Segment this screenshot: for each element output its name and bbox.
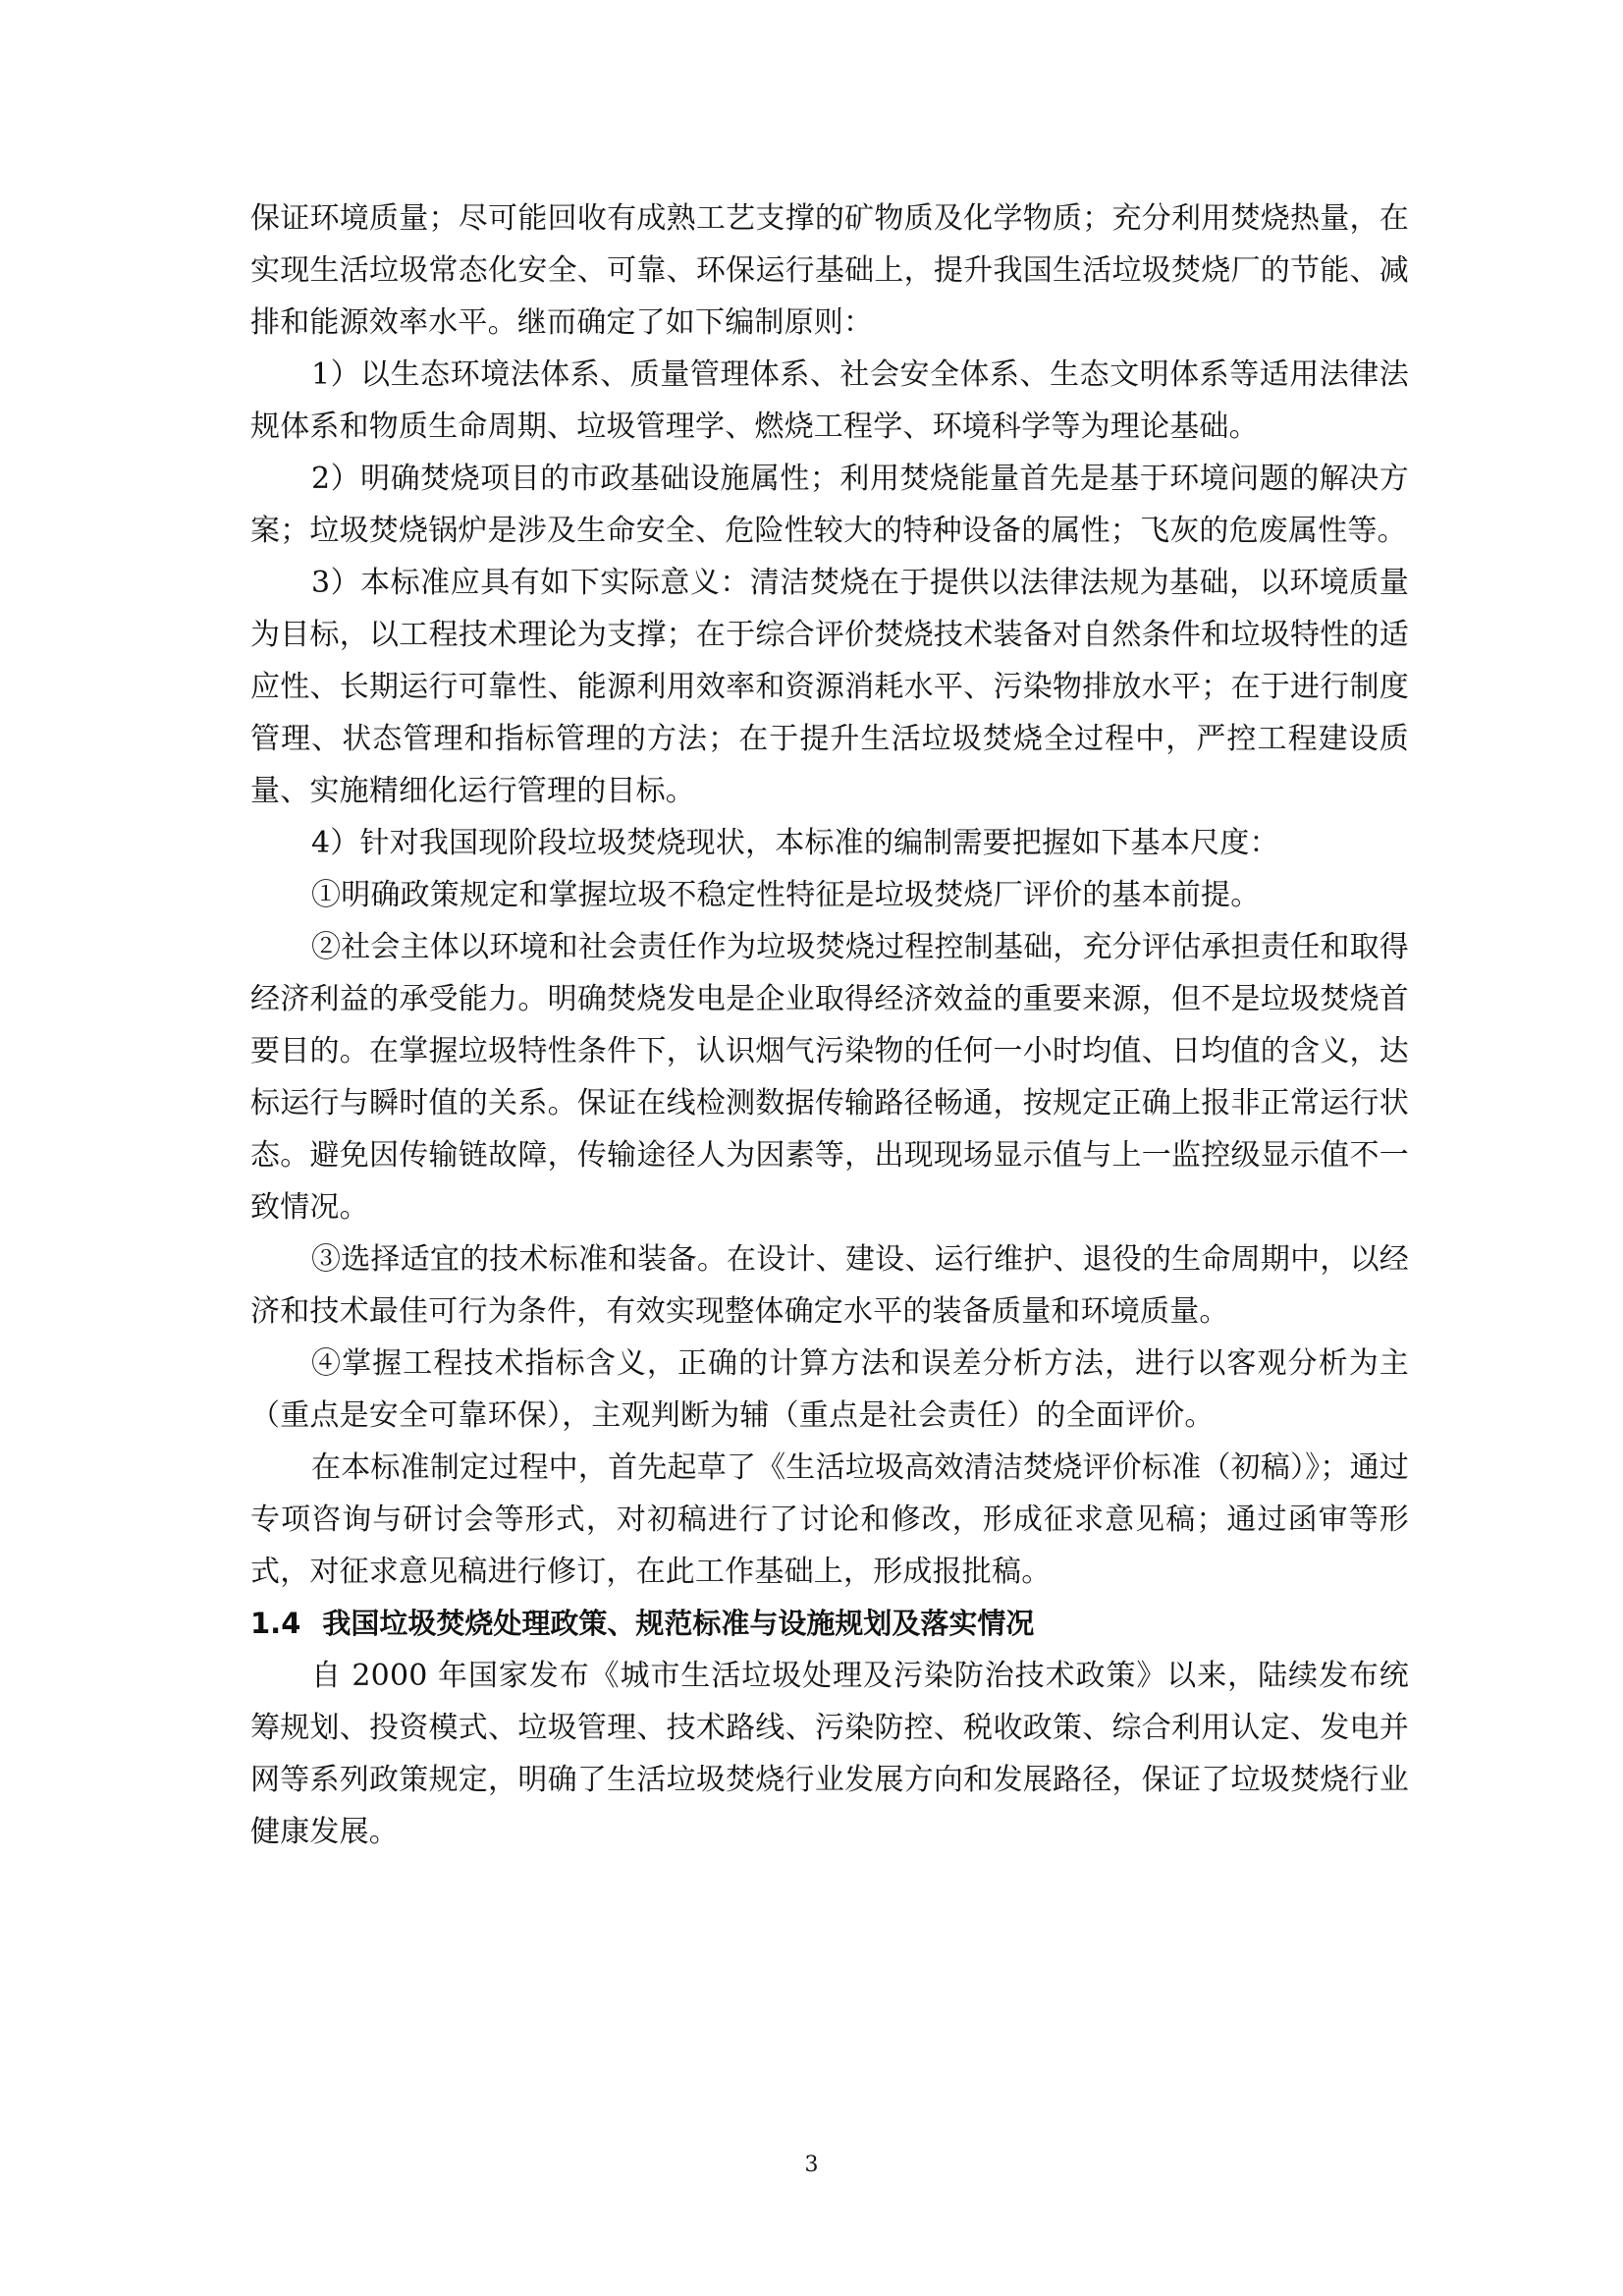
section-heading: [250, 1598, 1409, 1650]
paragraph-principle-2: 2）明确焚烧项目的市政基础设施属性；利用焚烧能量首先是基于环境问题的解决方案；垃圾焚烧锅炉是涉及生命安全、危险性较大的特种设备的属性；飞灰的危废属性等。: [250, 462, 1409, 548]
paragraph-principle-3: 3）本标准应具有如下实际意义：清洁焚烧在于提供以法律法规为基础，以环境质量为目标，以工程技术理论为支撑；在于综合评价焚烧技术装备对自然条件和垃圾特性的适应性、长期运行可靠性、能源利用效率和资源消耗水平、污染物排放水平；在于进行制度管理、状态管理和指标管理的方法；在于提升生活垃圾焚烧全过程中，严控工程建设质量、实施精细化运行管理的目标。: [250, 566, 1409, 808]
page-number: 3: [804, 2153, 819, 2177]
paragraph-scale-1: ①明确政策规定和掌握垃圾不稳定性特征是垃圾焚烧厂评价的基本前提。: [311, 878, 1261, 912]
paragraph-principle-1: 1）以生态环境法体系、质量管理体系、社会安全体系、生态文明体系等适用法律法规体系和物质生命周期、垃圾管理学、燃烧工程学、环境科学等为理论基础。: [250, 357, 1409, 444]
paragraph-scale-3: ③选择适宜的技术标准和装备。在设计、建设、运行维护、退役的生命周期中，以经济和技术最佳可行为条件，有效实现整体确定水平的装备质量和环境质量。: [250, 1242, 1409, 1329]
section-title: 我国垃圾焚烧处理政策、规范标准与设施规划及落实情况: [322, 1607, 1035, 1640]
paragraph-policy-history: 自 2000 年国家发布《城市生活垃圾处理及污染防治技术政策》以来，陆续发布统筹规划、投资模式、垃圾管理、技术路线、污染防控、税收政策、综合利用认定、发电并网等系列政策规定，明确了生活垃圾焚烧行业发展方向和发展路径，保证了垃圾焚烧行业健康发展。: [250, 1659, 1410, 1849]
paragraph-drafting-process: 在本标准制定过程中，首先起草了《生活垃圾高效清洁焚烧评价标准（初稿）》；通过专项咨询与研讨会等形式，对初稿进行了讨论和修改，形成征求意见稿；通过函审等形式，对征求意见稿进行修订，在此工作基础上，形成报批稿。: [250, 1450, 1409, 1589]
paragraph-scale-4: ④掌握工程技术指标含义，正确的计算方法和误差分析方法，进行以客观分析为主（重点是安全可靠环保），主观判断为辅（重点是社会责任）的全面评价。: [250, 1346, 1409, 1433]
paragraph-continuation: 保证环境质量；尽可能回收有成熟工艺支撑的矿物质及化学物质；充分利用焚烧热量，在实现生活垃圾常态化安全、可靠、环保运行基础上，提升我国生活垃圾焚烧厂的节能、减排和能源效率水平。继而确定了如下编制原则：: [250, 201, 1409, 340]
paragraph-principle-4: 4）针对我国现阶段垃圾焚烧现状，本标准的编制需要把握如下基本尺度：: [311, 826, 1279, 860]
body-text: [250, 192, 1409, 1858]
section-number: 1.4: [250, 1607, 301, 1640]
paragraph-scale-2: ②社会主体以环境和社会责任作为垃圾焚烧过程控制基础，充分评估承担责任和取得经济利益的承受能力。明确焚烧发电是企业取得经济效益的重要来源，但不是垃圾焚烧首要目的。在掌握垃圾特性条件下，认识烟气污染物的任何一小时均值、日均值的含义，达标运行与瞬时值的关系。保证在线检测数据传输路径畅通，按规定正确上报非正常运行状态。避免因传输链故障，传输途径人为因素等，出现现场显示值与上一监控级显示值不一致情况。: [250, 930, 1409, 1225]
